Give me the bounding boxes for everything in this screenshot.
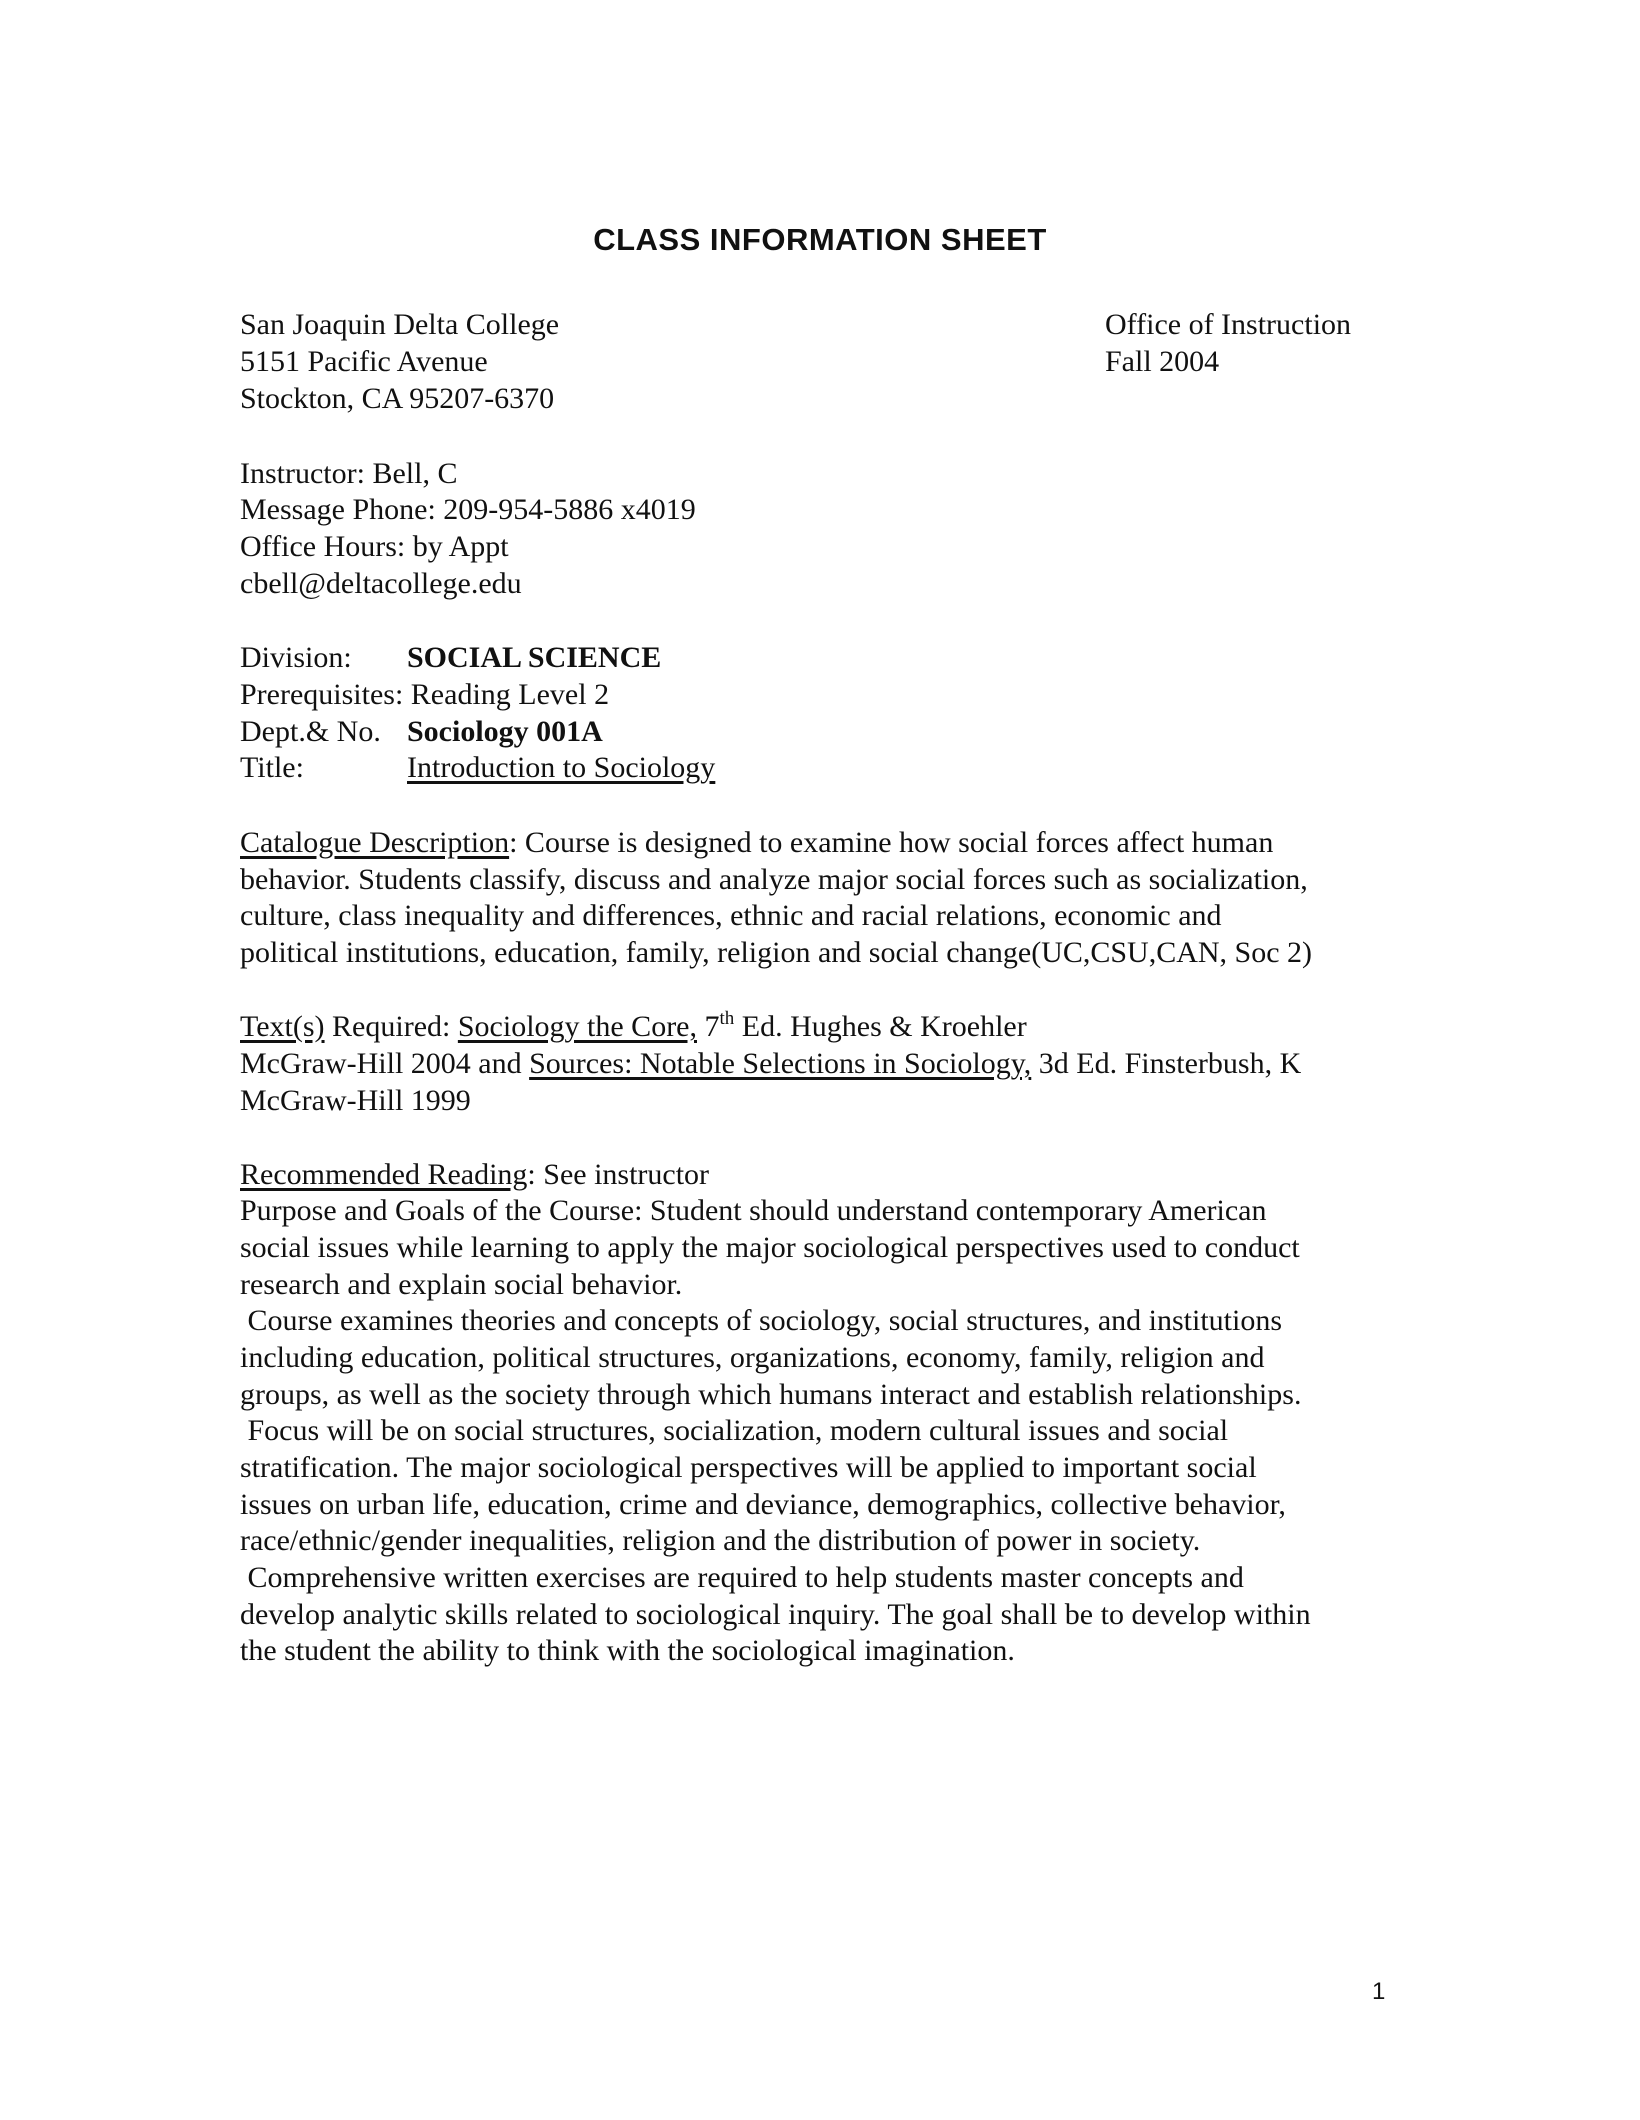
catalogue-line-1 [240, 825, 1273, 861]
division-value: SOCIAL SCIENCE [407, 641, 662, 674]
textbook-1-edition: 7 [697, 1010, 720, 1043]
catalogue-label: Catalogue Description [240, 826, 510, 859]
prerequisites: Prerequisites: Reading Level 2 [240, 678, 610, 711]
purpose-line: race/ethnic/gender inequalities, religion and the distribution of power in society. [240, 1524, 1201, 1557]
texts-required: Required: [324, 1010, 458, 1043]
purpose-line: groups, as well as the society through which humans interact and establish relationships. [240, 1378, 1302, 1411]
texts-line-3: McGraw-Hill 1999 [240, 1084, 471, 1117]
course-title-label: Title: [240, 751, 304, 784]
purpose-line: social issues while learning to apply the major sociological perspectives used to conduct [240, 1231, 1300, 1264]
texts-line-1 [240, 1009, 1027, 1045]
college-name: San Joaquin Delta College [240, 308, 560, 341]
catalogue-line-3: culture, class inequality and differences, ethnic and racial relations, economic and [240, 899, 1222, 932]
purpose-line: the student the ability to think with the sociological imagination. [240, 1634, 1015, 1667]
instructor-office-hours: Office Hours: by Appt [240, 530, 509, 563]
college-address-line1: 5151 Pacific Avenue [240, 345, 488, 378]
purpose-line: issues on urban life, education, crime and deviance, demographics, collective behavior, [240, 1488, 1286, 1521]
texts-label: Text(s) [240, 1010, 325, 1043]
textbook-1-edition-suffix: th [719, 1008, 735, 1029]
recommended-label: Recommended Reading [240, 1158, 528, 1191]
purpose-line: Purpose and Goals of the Course: Student should understand contemporary American [240, 1194, 1267, 1227]
recommended-reading [240, 1157, 709, 1193]
division-row [240, 640, 661, 676]
instructor-name: Instructor: Bell, C [240, 457, 458, 490]
textbook-1-authors: Ed. Hughes & Kroehler [734, 1010, 1027, 1043]
college-address-line2: Stockton, CA 95207-6370 [240, 382, 555, 415]
textbook-1-publisher: McGraw-Hill 2004 and [240, 1047, 530, 1080]
textbook-1-title: Sociology the Core, [457, 1010, 697, 1043]
instructor-email: cbell@deltacollege.edu [240, 567, 522, 600]
dept-value: Sociology 001A [407, 715, 603, 748]
recommended-value: : See instructor [527, 1158, 710, 1191]
page-number: 1 [1372, 1978, 1386, 2005]
dept-row [240, 714, 603, 750]
purpose-line: Comprehensive written exercises are required to help students master concepts and [240, 1561, 1244, 1594]
purpose-line: including education, political structures, organizations, economy, family, religion and [240, 1341, 1265, 1374]
course-title-row [240, 750, 715, 786]
division-label: Division: [240, 641, 352, 674]
catalogue-line-4: political institutions, education, family, religion and social change(UC,CSU,CAN, Soc 2) [240, 936, 1313, 969]
office-name: Office of Instruction [1105, 308, 1352, 341]
catalogue-text: : Course is designed to examine how social forces affect human [509, 826, 1274, 859]
purpose-line: Focus will be on social structures, socialization, modern cultural issues and social [240, 1414, 1229, 1447]
purpose-line: develop analytic skills related to sociological inquiry. The goal shall be to develop within [240, 1598, 1311, 1631]
purpose-line: Course examines theories and concepts of sociology, social structures, and institutions [240, 1304, 1283, 1337]
catalogue-line-2: behavior. Students classify, discuss and analyze major social forces such as socialization, [240, 863, 1308, 896]
texts-line-2 [240, 1046, 1301, 1082]
textbook-2-authors: 3d Ed. Finsterbush, K [1031, 1047, 1302, 1080]
office-term: Fall 2004 [1105, 345, 1220, 378]
textbook-2-title: Sources: Notable Selections in Sociology, [529, 1047, 1032, 1080]
course-title-value: Introduction to Sociology [407, 751, 716, 784]
purpose-line: stratification. The major sociological perspectives will be applied to important social [240, 1451, 1257, 1484]
purpose-line: research and explain social behavior. [240, 1268, 683, 1301]
dept-label: Dept.& No. [240, 715, 381, 748]
page-title: CLASS INFORMATION SHEET [593, 222, 1047, 257]
instructor-phone: Message Phone: 209-954-5886 x4019 [240, 493, 696, 526]
